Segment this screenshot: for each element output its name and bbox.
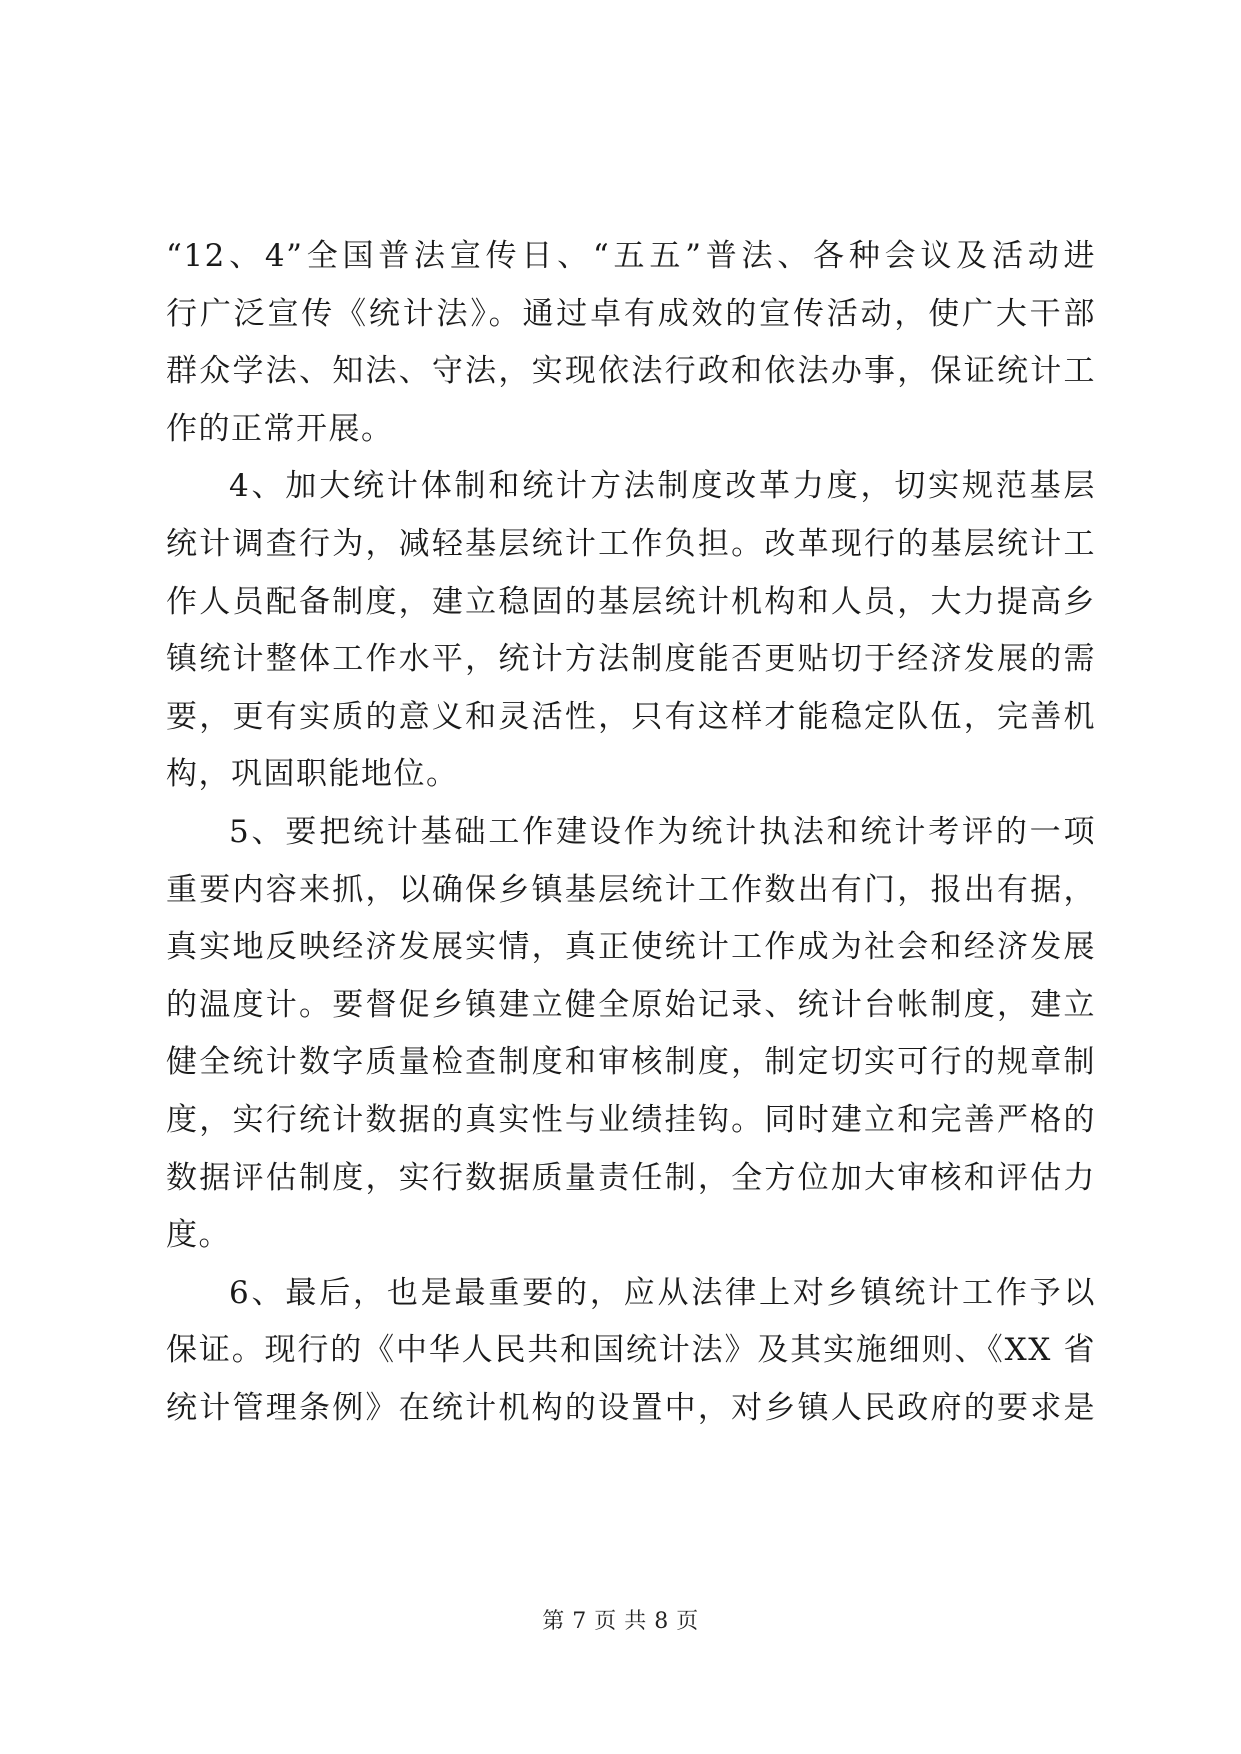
text-line: 构，巩固职能地位。	[166, 756, 459, 793]
text-line: 6、最后，也是最重要的，应从法律上对乡镇统计工作予以	[229, 1274, 1096, 1311]
text-line: 作的正常开展。	[166, 410, 394, 447]
text-line: 真实地反映经济发展实情，真正使统计工作成为社会和经济发展	[166, 929, 1096, 966]
text-line: 健全统计数字质量检查制度和审核制度，制定切实可行的规章制	[166, 1044, 1096, 1081]
paragraph-item-5	[166, 804, 1096, 1265]
paragraph-continued	[166, 228, 1096, 458]
text-line: 镇统计整体工作水平，统计方法制度能否更贴切于经济发展的需	[166, 641, 1096, 678]
text-line: 4、加大统计体制和统计方法制度改革力度，切实规范基层	[229, 468, 1096, 505]
document-body	[166, 228, 1096, 1437]
text-line: 度。	[166, 1217, 231, 1254]
text-line: 作人员配备制度，建立稳固的基层统计机构和人员，大力提高乡	[166, 583, 1096, 620]
text-line: 行广泛宣传《统计法》。通过卓有成效的宣传活动，使广大干部	[166, 295, 1096, 332]
text-line: 要，更有实质的意义和灵活性，只有这样才能稳定队伍，完善机	[166, 698, 1096, 735]
text-line: 统计调查行为，减轻基层统计工作负担。改革现行的基层统计工	[166, 525, 1096, 562]
paragraph-item-6	[166, 1265, 1096, 1438]
text-line: 重要内容来抓，以确保乡镇基层统计工作数出有门，报出有据，	[166, 871, 1096, 908]
page-number-footer: 第 7 页 共 8 页	[542, 1609, 699, 1634]
text-line: 的温度计。要督促乡镇建立健全原始记录、统计台帐制度，建立	[166, 986, 1096, 1023]
text-line: 5、要把统计基础工作建设作为统计执法和统计考评的一项	[229, 813, 1096, 850]
paragraph-item-4	[166, 458, 1096, 804]
text-line: 数据评估制度，实行数据质量责任制，全方位加大审核和评估力	[166, 1159, 1096, 1196]
text-line: 群众学法、知法、守法，实现依法行政和依法办事，保证统计工	[166, 353, 1096, 390]
text-line: 保证。现行的《中华人民共和国统计法》及其实施细则、《XX 省	[166, 1332, 1096, 1369]
text-line: “12、4”全国普法宣传日、“五五”普法、各种会议及活动进	[166, 238, 1096, 274]
text-line: 统计管理条例》在统计机构的设置中，对乡镇人民政府的要求是	[166, 1389, 1096, 1426]
text-line: 度，实行统计数据的真实性与业绩挂钩。同时建立和完善严格的	[166, 1101, 1096, 1138]
